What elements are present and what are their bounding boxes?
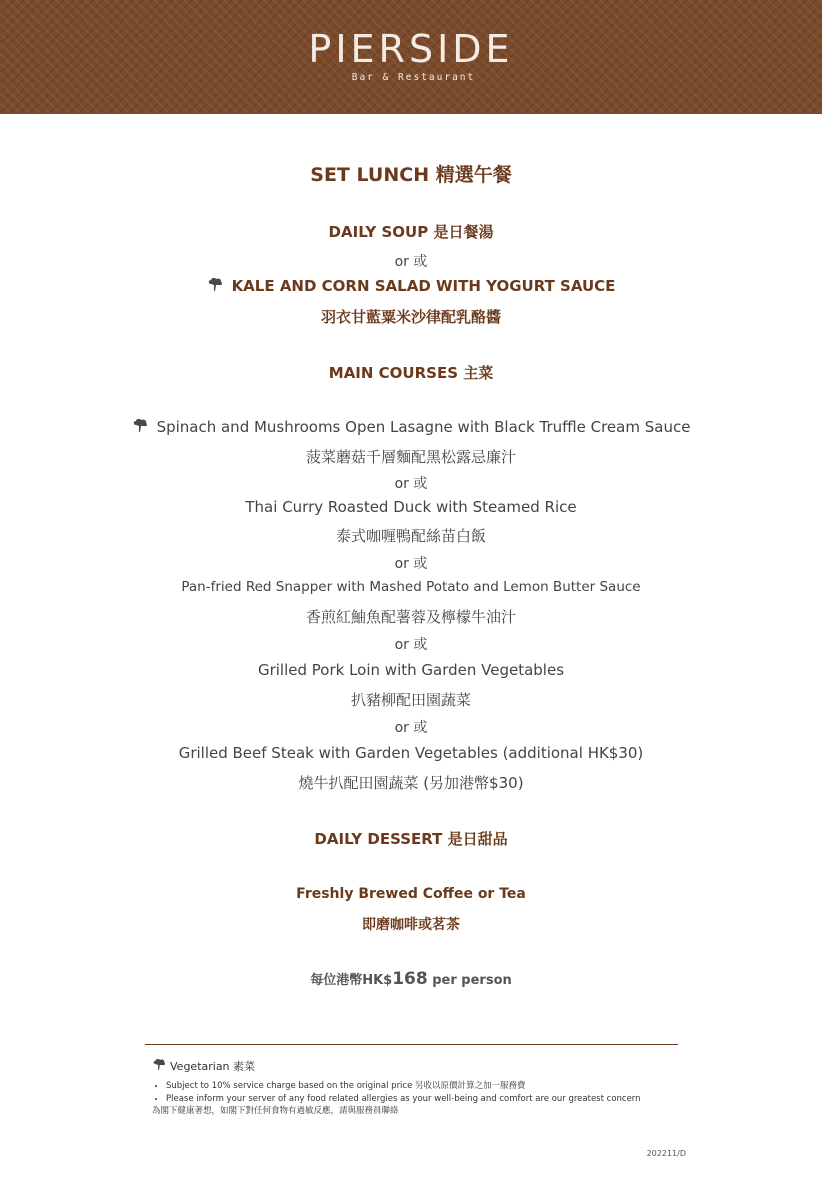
salad-name-zh: 羽衣甘藍粟米沙律配乳酪醬 (320, 308, 501, 326)
main-item-1 (0, 418, 822, 437)
vegetarian-broccoli-icon (152, 1059, 166, 1074)
or-separator: or 或 (394, 476, 428, 492)
price-suffix: per person (427, 973, 512, 988)
main-item-zh: 扒豬柳配田園蔬菜 (350, 691, 471, 709)
main-item-zh: 泰式咖喱鴨配絲苗白飯 (335, 527, 486, 545)
daily-dessert-heading: DAILY DESSERT 是日甜品 (314, 830, 508, 848)
main-courses-heading: MAIN COURSES 主菜 (328, 364, 494, 382)
logo-name: PIERSIDE (308, 27, 514, 71)
or-separator: or 或 (394, 254, 428, 270)
or-separator: or 或 (394, 556, 428, 572)
allergy-note-zh: 為閣下健康著想，如閣下對任何食物有過敏反應，請與服務員聯絡 (152, 1106, 399, 1116)
or-separator: or 或 (394, 720, 428, 736)
salad-line (0, 277, 822, 296)
footer-divider (145, 1044, 678, 1045)
main-item-zh: 香煎紅鮋魚配薯蓉及檸檬牛油汁 (305, 608, 516, 626)
main-item-zh: 燒牛扒配田園蔬菜 (另加港幣$30) (298, 774, 524, 792)
price-prefix: 每位港幣HK$ (310, 973, 393, 988)
drink-zh: 即磨咖啡或茗茶 (362, 917, 460, 933)
main-item-en: Grilled Pork Loin with Garden Vegetables (257, 661, 565, 679)
main-item-en: Pan-fried Red Snapper with Mashed Potato and Lemon Butter Sauce (181, 579, 641, 595)
restaurant-logo (0, 28, 822, 83)
menu-code: 202211/D (646, 1149, 686, 1158)
vegetarian-broccoli-icon (132, 419, 148, 437)
salad-name-en: KALE AND CORN SALAD WITH YOGURT SAUCE (231, 277, 616, 295)
main-item-en: Grilled Beef Steak with Garden Vegetables (additional HK$30) (178, 744, 644, 762)
vegetarian-legend (152, 1058, 682, 1074)
vegetarian-label: Vegetarian 素菜 (170, 1060, 256, 1073)
service-charge-note: • Subject to 10% service charge based on the original price 另收以原價計算之加一服務費 (166, 1080, 682, 1092)
logo-tagline: Bar & Restaurant (351, 72, 476, 83)
header-banner (0, 0, 822, 114)
set-price (0, 969, 822, 989)
price-amount: 168 (392, 969, 428, 989)
vegetarian-broccoli-icon (207, 278, 223, 296)
or-separator: or 或 (394, 637, 428, 653)
allergy-note-en: Please inform your server of any food related allergies as your well-being and comfort are our greatest concern (166, 1094, 641, 1104)
notes-list (152, 1080, 682, 1117)
daily-soup-heading: DAILY SOUP 是日餐湯 (328, 223, 494, 241)
menu-title: SET LUNCH 精選午餐 (310, 164, 512, 186)
main-item-en: Spinach and Mushrooms Open Lasagne with Black Truffle Cream Sauce (156, 418, 691, 436)
main-item-zh: 菠菜蘑菇千層麵配黑松露忌廉汁 (305, 448, 516, 466)
drink-en: Freshly Brewed Coffee or Tea (296, 886, 526, 902)
main-item-en: Thai Curry Roasted Duck with Steamed Rice (245, 498, 577, 516)
footer-notes (152, 1058, 682, 1118)
allergy-note (152, 1093, 682, 1117)
